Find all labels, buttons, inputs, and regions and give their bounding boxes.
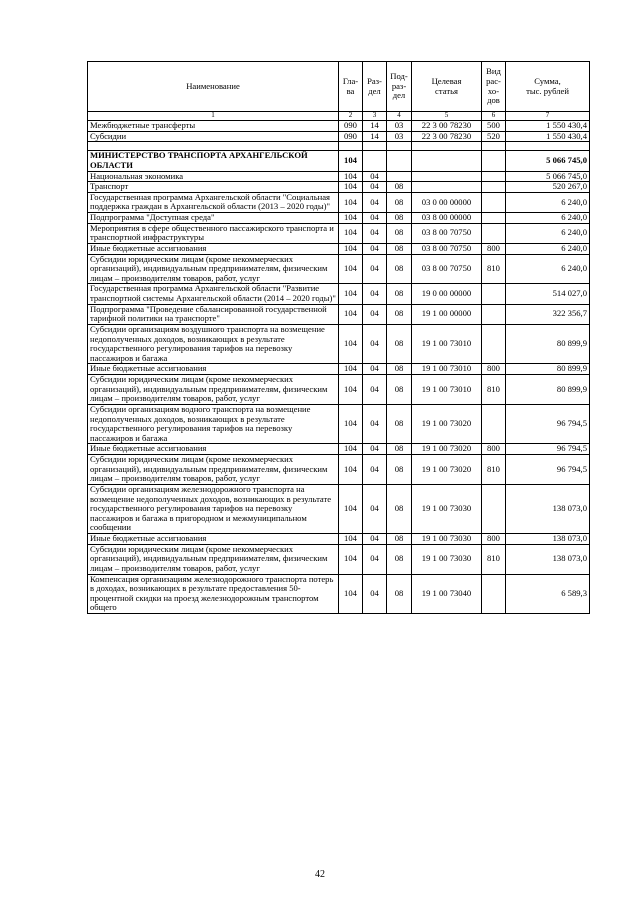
row-chapter: 104 — [339, 455, 363, 485]
column-number: 4 — [387, 112, 412, 121]
row-target: 19 1 00 73030 — [412, 544, 482, 574]
table-body — [88, 121, 590, 614]
row-section: 04 — [363, 304, 387, 324]
row-section: 04 — [363, 444, 387, 455]
row-amount — [506, 142, 590, 151]
row-name: Иные бюджетные ассигнования — [88, 534, 339, 545]
row-subsection: 08 — [387, 254, 412, 284]
row-chapter: 104 — [339, 484, 363, 533]
row-subsection: 08 — [387, 574, 412, 614]
table-row — [88, 254, 590, 284]
row-subsection: 08 — [387, 444, 412, 455]
row-target: 19 1 00 73020 — [412, 455, 482, 485]
row-subsection: 08 — [387, 223, 412, 243]
row-target — [412, 142, 482, 151]
row-section: 04 — [363, 364, 387, 375]
header-chapter: Гла- ва — [339, 62, 363, 112]
row-section: 04 — [363, 484, 387, 533]
row-section: 04 — [363, 404, 387, 444]
budget-table — [87, 61, 590, 614]
row-section: 04 — [363, 544, 387, 574]
row-subsection: 08 — [387, 192, 412, 212]
row-target: 19 1 00 00000 — [412, 304, 482, 324]
row-target: 03 0 00 00000 — [412, 192, 482, 212]
row-section: 04 — [363, 284, 387, 304]
row-expense-type — [482, 574, 506, 614]
row-subsection: 08 — [387, 182, 412, 193]
row-section: 04 — [363, 534, 387, 545]
table-row — [88, 213, 590, 224]
row-amount: 138 073,0 — [506, 544, 590, 574]
row-name: Субсидии организациям воздушного транспорта на возмещение недополученных доходов, возникающих в результате государственного регулирования тарифов на перевозку пассажиров и багажа — [88, 324, 339, 364]
row-amount: 6 240,0 — [506, 223, 590, 243]
row-amount: 96 794,5 — [506, 455, 590, 485]
row-expense-type — [482, 223, 506, 243]
row-name: Субсидии организациям железнодорожного транспорта на возмещение недополученных доходов, возникающих в результате государственного регулирования тарифов на перевозку пассажиров и багажа в пригородном и межмуниципальном сообщении — [88, 484, 339, 533]
row-amount: 514 027,0 — [506, 284, 590, 304]
header-subsection: Под- раз- дел — [387, 62, 412, 112]
row-subsection: 08 — [387, 455, 412, 485]
row-name: Субсидии юридическим лицам (кроме некоммерческих организаций), индивидуальным предпринимателям, физическим лицам – производителям товаров, работ, услуг — [88, 375, 339, 405]
row-name: Государственная программа Архангельской области "Социальная поддержка граждан в Архангельской области (2013 – 2020 годы)" — [88, 192, 339, 212]
row-subsection — [387, 151, 412, 171]
row-subsection: 08 — [387, 243, 412, 254]
row-expense-type — [482, 192, 506, 212]
row-chapter: 104 — [339, 243, 363, 254]
row-amount: 138 073,0 — [506, 534, 590, 545]
row-expense-type: 800 — [482, 534, 506, 545]
row-target — [412, 171, 482, 182]
row-target: 22 3 00 78230 — [412, 131, 482, 142]
row-amount: 96 794,5 — [506, 444, 590, 455]
table-header-row — [88, 62, 590, 112]
table-row — [88, 243, 590, 254]
page-number: 42 — [315, 869, 325, 880]
row-chapter: 104 — [339, 192, 363, 212]
row-name: Подпрограмма "Проведение сбалансированной государственной тарифной политики на транспорте" — [88, 304, 339, 324]
row-subsection: 08 — [387, 284, 412, 304]
row-section: 04 — [363, 182, 387, 193]
row-expense-type: 810 — [482, 455, 506, 485]
table-row — [88, 304, 590, 324]
row-amount: 80 899,9 — [506, 375, 590, 405]
row-section: 04 — [363, 171, 387, 182]
row-expense-type — [482, 182, 506, 193]
row-chapter: 104 — [339, 375, 363, 405]
row-chapter: 104 — [339, 324, 363, 364]
row-amount: 1 550 430,4 — [506, 121, 590, 132]
row-name: Субсидии организациям водного транспорта на возмещение недополученных доходов, возникающих в результате государственного регулирования тарифов на перевозку пассажиров и багажа — [88, 404, 339, 444]
table-row — [88, 131, 590, 142]
row-section: 04 — [363, 192, 387, 212]
row-target: 19 0 00 00000 — [412, 284, 482, 304]
row-amount: 322 356,7 — [506, 304, 590, 324]
row-target: 03 8 00 70750 — [412, 254, 482, 284]
row-expense-type — [482, 171, 506, 182]
row-subsection: 08 — [387, 375, 412, 405]
row-name: Субсидии юридическим лицам (кроме некоммерческих организаций), индивидуальным предпринимателям, физическим лицам – производителям товаров, работ, услуг — [88, 254, 339, 284]
row-expense-type: 800 — [482, 444, 506, 455]
row-target — [412, 182, 482, 193]
header-expense-type: Вид рас- хо- дов — [482, 62, 506, 112]
table-row — [88, 192, 590, 212]
row-section: 04 — [363, 223, 387, 243]
row-name: Подпрограмма "Доступная среда" — [88, 213, 339, 224]
table-row — [88, 364, 590, 375]
row-chapter: 104 — [339, 213, 363, 224]
row-amount: 138 073,0 — [506, 484, 590, 533]
column-number: 1 — [88, 112, 339, 121]
row-expense-type: 500 — [482, 121, 506, 132]
table-row — [88, 534, 590, 545]
row-name: Транспорт — [88, 182, 339, 193]
row-expense-type: 520 — [482, 131, 506, 142]
column-number: 3 — [363, 112, 387, 121]
row-expense-type — [482, 304, 506, 324]
row-subsection: 08 — [387, 404, 412, 444]
row-subsection — [387, 171, 412, 182]
row-name: МИНИСТЕРСТВО ТРАНСПОРТА АРХАНГЕЛЬСКОЙ ОБЛАСТИ — [88, 151, 339, 171]
row-amount: 6 240,0 — [506, 254, 590, 284]
row-chapter: 104 — [339, 171, 363, 182]
table-row — [88, 151, 590, 171]
table-row — [88, 324, 590, 364]
row-section — [363, 142, 387, 151]
row-expense-type — [482, 284, 506, 304]
table-row — [88, 121, 590, 132]
table-row — [88, 444, 590, 455]
row-section: 04 — [363, 254, 387, 284]
row-chapter: 104 — [339, 151, 363, 171]
row-name: Национальная экономика — [88, 171, 339, 182]
row-chapter: 090 — [339, 131, 363, 142]
row-subsection: 03 — [387, 131, 412, 142]
column-number: 2 — [339, 112, 363, 121]
row-amount: 6 589,3 — [506, 574, 590, 614]
row-amount: 520 267,0 — [506, 182, 590, 193]
row-amount: 5 066 745,0 — [506, 151, 590, 171]
row-name: Иные бюджетные ассигнования — [88, 364, 339, 375]
row-section: 04 — [363, 243, 387, 254]
row-chapter: 104 — [339, 254, 363, 284]
row-section: 04 — [363, 375, 387, 405]
row-subsection — [387, 142, 412, 151]
header-name: Наименование — [88, 62, 339, 112]
row-target — [412, 151, 482, 171]
row-expense-type — [482, 484, 506, 533]
row-name: Компенсация организациям железнодорожного транспорта потерь в доходах, возникающих в результате предоставления 50-процентной скидки на проезд железнодорожным транспортом общего — [88, 574, 339, 614]
table-row — [88, 484, 590, 533]
row-subsection: 08 — [387, 484, 412, 533]
table-row — [88, 182, 590, 193]
row-section — [363, 151, 387, 171]
table-row — [88, 223, 590, 243]
row-amount: 96 794,5 — [506, 404, 590, 444]
row-amount: 5 066 745,0 — [506, 171, 590, 182]
row-target: 19 1 00 73020 — [412, 444, 482, 455]
row-amount: 6 240,0 — [506, 192, 590, 212]
row-expense-type: 800 — [482, 364, 506, 375]
row-target: 19 1 00 73020 — [412, 404, 482, 444]
row-expense-type — [482, 324, 506, 364]
row-target: 03 8 00 70750 — [412, 243, 482, 254]
row-name: Субсидии юридическим лицам (кроме некоммерческих организаций), индивидуальным предпринимателям, физическим лицам – производителям товаров, работ, услуг — [88, 544, 339, 574]
row-section: 04 — [363, 455, 387, 485]
column-number: 6 — [482, 112, 506, 121]
row-subsection: 08 — [387, 324, 412, 364]
row-chapter: 104 — [339, 304, 363, 324]
row-target: 19 1 00 73030 — [412, 534, 482, 545]
table-row — [88, 171, 590, 182]
row-name: Субсидии — [88, 131, 339, 142]
table-row — [88, 544, 590, 574]
row-target: 19 1 00 73010 — [412, 375, 482, 405]
row-name: Иные бюджетные ассигнования — [88, 243, 339, 254]
row-section: 04 — [363, 324, 387, 364]
row-name: Государственная программа Архангельской области "Развитие транспортной системы Архангельской области (2014 – 2020 годы)" — [88, 284, 339, 304]
row-subsection: 08 — [387, 304, 412, 324]
table-row — [88, 404, 590, 444]
row-expense-type: 810 — [482, 544, 506, 574]
row-chapter: 104 — [339, 574, 363, 614]
row-chapter: 104 — [339, 534, 363, 545]
row-chapter: 104 — [339, 544, 363, 574]
row-name: Мероприятия в сфере общественного пассажирского транспорта и транспортной инфраструктуры — [88, 223, 339, 243]
row-chapter: 104 — [339, 284, 363, 304]
row-section: 04 — [363, 574, 387, 614]
row-target: 19 1 00 73010 — [412, 364, 482, 375]
row-target: 03 8 00 00000 — [412, 213, 482, 224]
row-expense-type — [482, 142, 506, 151]
row-chapter: 090 — [339, 121, 363, 132]
row-amount: 1 550 430,4 — [506, 131, 590, 142]
row-subsection: 08 — [387, 364, 412, 375]
row-subsection: 08 — [387, 534, 412, 545]
row-target: 19 1 00 73010 — [412, 324, 482, 364]
row-subsection: 08 — [387, 544, 412, 574]
column-number: 5 — [412, 112, 482, 121]
row-target: 22 3 00 78230 — [412, 121, 482, 132]
header-amount: Сумма, тыс. рублей — [506, 62, 590, 112]
row-chapter: 104 — [339, 404, 363, 444]
row-amount: 6 240,0 — [506, 213, 590, 224]
table-row — [88, 455, 590, 485]
row-subsection: 08 — [387, 213, 412, 224]
row-name: Межбюджетные трансферты — [88, 121, 339, 132]
row-name: Субсидии юридическим лицам (кроме некоммерческих организаций), индивидуальным предпринимателям, физическим лицам – производителям товаров, работ, услуг — [88, 455, 339, 485]
row-target: 19 1 00 73030 — [412, 484, 482, 533]
header-section: Раз- дел — [363, 62, 387, 112]
header-target: Целевая статья — [412, 62, 482, 112]
row-chapter: 104 — [339, 223, 363, 243]
row-chapter: 104 — [339, 444, 363, 455]
row-chapter — [339, 142, 363, 151]
row-expense-type — [482, 404, 506, 444]
row-subsection: 03 — [387, 121, 412, 132]
row-target: 19 1 00 73040 — [412, 574, 482, 614]
column-number: 7 — [506, 112, 590, 121]
row-expense-type: 810 — [482, 375, 506, 405]
row-chapter: 104 — [339, 182, 363, 193]
row-amount: 80 899,9 — [506, 364, 590, 375]
row-section: 14 — [363, 131, 387, 142]
table-row — [88, 574, 590, 614]
row-target: 03 8 00 70750 — [412, 223, 482, 243]
row-name: Иные бюджетные ассигнования — [88, 444, 339, 455]
row-section: 14 — [363, 121, 387, 132]
row-expense-type: 810 — [482, 254, 506, 284]
table-row — [88, 375, 590, 405]
table-row — [88, 284, 590, 304]
row-amount: 6 240,0 — [506, 243, 590, 254]
row-expense-type: 800 — [482, 243, 506, 254]
row-expense-type — [482, 151, 506, 171]
row-amount: 80 899,9 — [506, 324, 590, 364]
row-expense-type — [482, 213, 506, 224]
row-chapter: 104 — [339, 364, 363, 375]
row-section: 04 — [363, 213, 387, 224]
